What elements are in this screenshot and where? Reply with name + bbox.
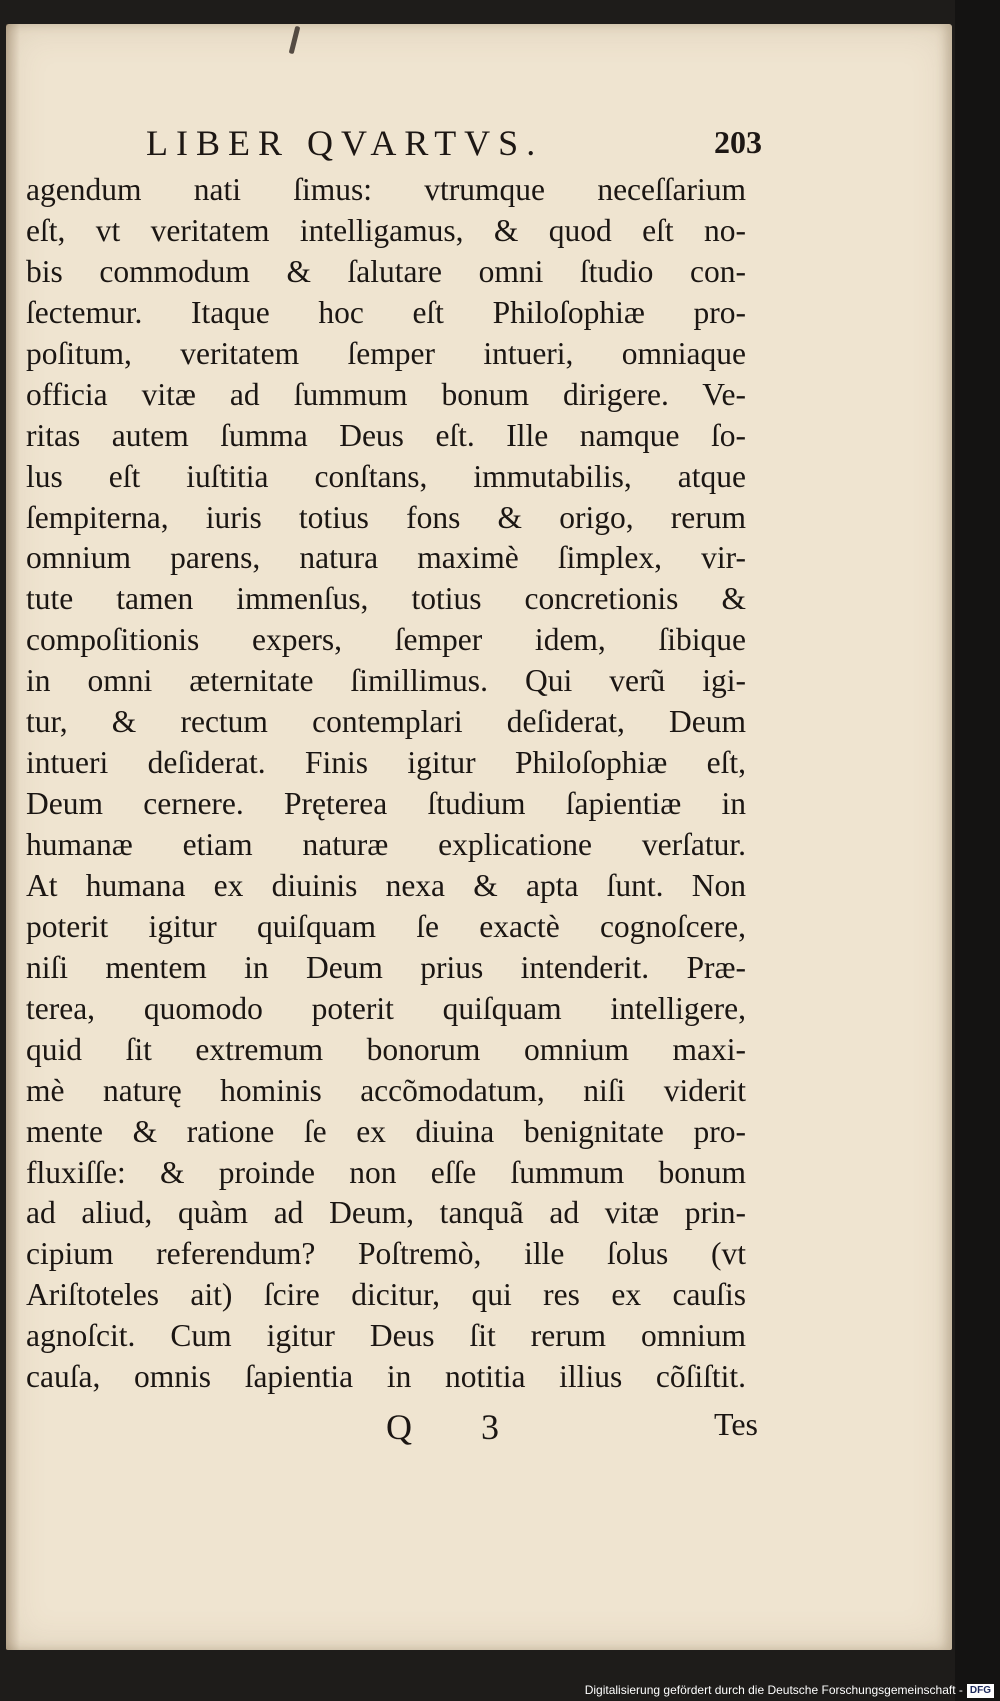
body-text [26,170,746,1398]
text-line: intueri deſiderat. Finis igitur Philoſophiæ eſt, [26,745,746,781]
text-line: cipium referendum? Poſtremò, ille ſolus (vt [26,1236,746,1272]
text-line: tur, & rectum contemplari deſiderat, Deum [26,704,746,740]
text-line: eſt, vt veritatem intelligamus, & quod eſt no- [26,212,746,248]
signature-mark: Q 3 [386,1407,529,1447]
page-header [146,112,762,168]
text-line: agendum nati ſimus: vtrumque neceſſarium [26,172,746,207]
text-line: compoſitionis expers, ſemper idem, ſibique [26,622,746,658]
text-line: bis commodum & ſalutare omni ſtudio con- [26,253,746,289]
text-line: ſectemur. Itaque hoc eſt Philoſophiæ pro- [26,294,746,330]
text-line: omnium parens, natura maximè ſimplex, vir- [26,540,746,576]
text-line: terea, quomodo poterit quiſquam intelligere, [26,990,746,1026]
text-line: agnoſcit. Cum igitur Deus ſit rerum omnium [26,1318,746,1354]
text-line: lus eſt iuſtitia conſtans, immutabilis, atque [26,458,746,494]
text-line: officia vitæ ad ſummum bonum dirigere. Ve- [26,376,746,412]
running-title: LIBER QVARTVS. [146,123,544,163]
book-edge [955,0,1000,1701]
text-line: quid ſit extremum bonorum omnium maxi- [26,1031,746,1067]
text-line: poterit igitur quiſquam ſe exactè cognoſcere, [26,908,746,944]
page-footer [386,1406,758,1454]
text-line: cauſa, omnis ſapientia in notitia illius cõſiſtit. [26,1359,746,1395]
text-line: mè naturę hominis accõmodatum, niſi viderit [26,1072,746,1108]
text-line: Deum cernere. Pręterea ſtudium ſapientiæ in [26,786,746,822]
dfg-logo: DFG [967,1684,994,1698]
text-line: ad aliud, quàm ad Deum, tanquã ad vitæ prin- [26,1195,746,1231]
text-line: ſempiterna, iuris totius fons & origo, rerum [26,499,746,535]
ink-mark [289,26,301,54]
text-line: poſitum, veritatem ſemper intueri, omniaque [26,335,746,371]
credit-text: Digitalisierung gefördert durch die Deutsche Forschungsgemeinschaft - [584,1683,963,1697]
text-line: humanæ etiam naturæ explicatione verſatur. [26,827,746,862]
catchword: Tes [714,1406,758,1442]
gutter-shadow [6,24,20,1650]
text-line: ritas autem ſumma Deus eſt. Ille namque ſo- [26,417,746,453]
text-line: mente & ratione ſe ex diuina benignitate pro- [26,1113,746,1149]
book-page [6,24,952,1650]
text-line: fluxiſſe: & proinde non eſſe ſummum bonum [26,1154,746,1190]
text-line: in omni æternitate ſimillimus. Qui verũ igi- [26,663,746,699]
digitization-credit [585,1681,994,1699]
text-line: At humana ex diuinis nexa & apta ſunt. Non [26,867,746,903]
text-line: Ariſtoteles ait) ſcire dicitur, qui res ex cauſis [26,1277,746,1313]
text-line: niſi mentem in Deum prius intenderit. Præ- [26,949,746,985]
text-line: tute tamen immenſus, totius concretionis & [26,581,746,617]
page-number: 203 [714,124,762,160]
